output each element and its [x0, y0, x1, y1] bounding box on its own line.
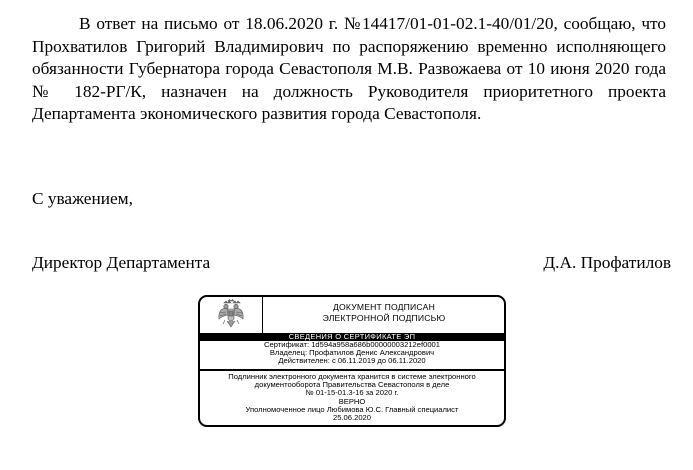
- stamp-horizontal-divider: [200, 369, 504, 371]
- stamp-title-line2: ЭЛЕКТРОННОЙ ПОДПИСЬЮ: [322, 313, 446, 323]
- signer-name: Д.А. Профатилов: [543, 253, 671, 272]
- original-line2: документооборота Правительства Севастополя в деле: [254, 380, 450, 390]
- certificate-number: Сертификат: 1d594a958a686b00000003212ef0001: [263, 340, 441, 349]
- original-line3: № 01-15-01.3-16 за 2020 г.: [305, 388, 399, 398]
- letter-body-paragraph: В ответ на письмо от 18.06.2020 г. №14417/01-01-02.1-40/01/20, сообщаю, что Прохватилов Григорий Владимирович по распоряжению временно исполняющего обязанности Губернатора города Севастополя М.В. Развожаева от 10 июня 2020 года № 182-РГ/К, назначен на должность Руководителя приоритетного проекта Департамента экономического развития города Севастополя.: [32, 14, 666, 124]
- certificate-owner: Владелец: Профатилов Денис Александрович: [269, 348, 435, 358]
- stamp-title-line1: ДОКУМЕНТ ПОДПИСАН: [332, 302, 435, 312]
- original-line1: Подлинник электронного документа хранится в системе электронного: [228, 372, 476, 381]
- certificate-validity: Действителен: с 06.11.2019 до 06.11.2020: [278, 356, 426, 366]
- russian-coat-of-arms-icon: [206, 299, 256, 332]
- original-storage-info: [200, 373, 504, 422]
- signer-title: Директор Департамента: [32, 253, 211, 272]
- electronic-signature-stamp: [198, 295, 506, 427]
- stamp-date: 25.06.2020: [332, 413, 371, 423]
- closing-text: С уважением,: [32, 189, 133, 208]
- stamp-vertical-divider: [262, 297, 263, 333]
- stamp-title: [264, 302, 504, 324]
- certificate-info-bar: СВЕДЕНИЯ О СЕРТИФИКАТЕ ЭП: [200, 333, 504, 341]
- certificate-details: [200, 341, 504, 365]
- authorized-person: Уполномоченное лицо Любимова Ю.С. Главный специалист: [245, 404, 459, 414]
- stamp-header: [200, 297, 504, 333]
- verified-label: ВЕРНО: [338, 396, 366, 406]
